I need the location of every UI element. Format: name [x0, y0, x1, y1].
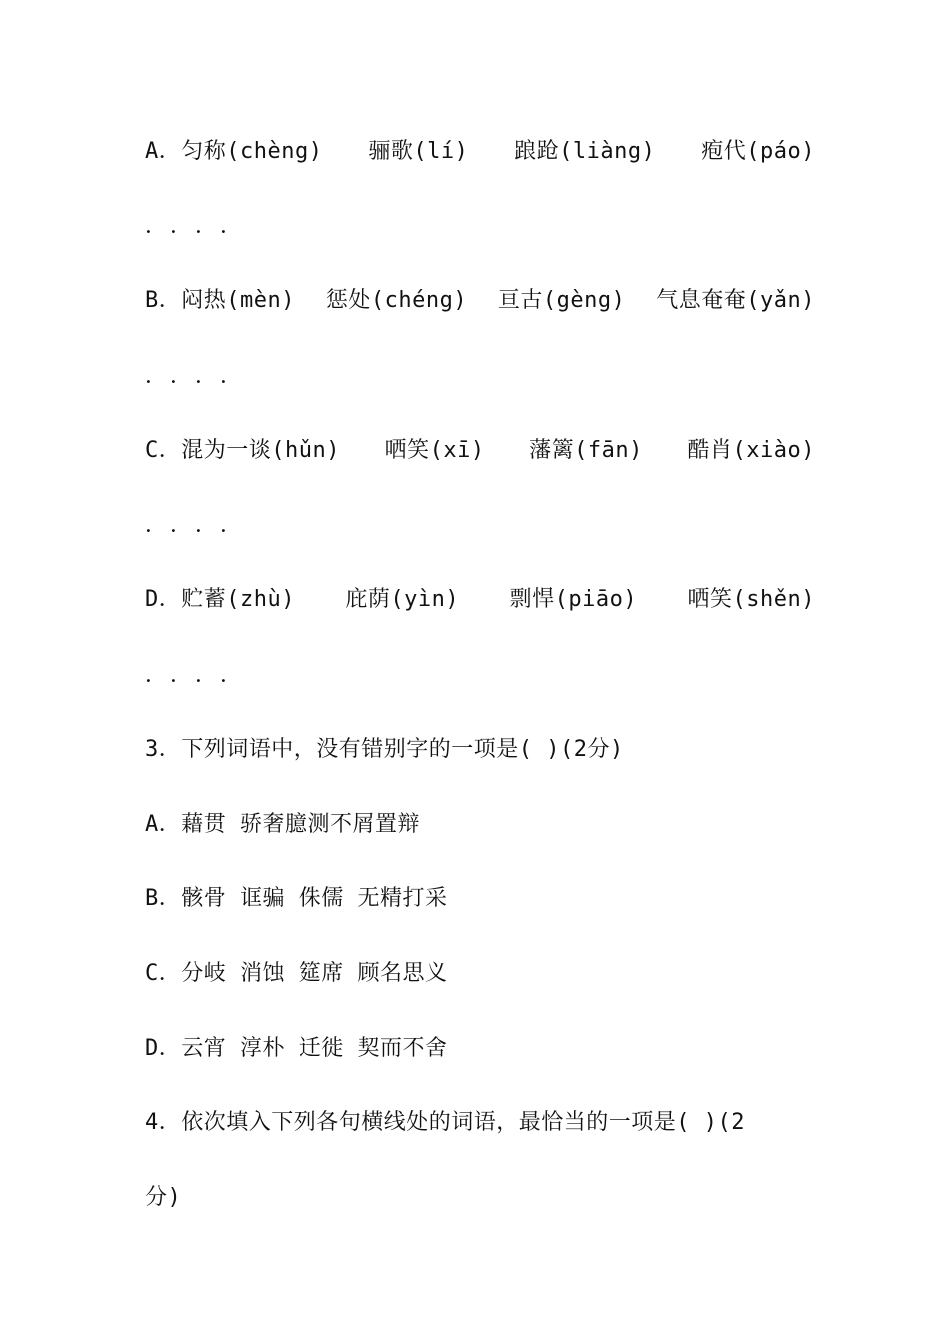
option-item: 藩篱(fān): [529, 438, 643, 463]
option-item: 混为一谈(hǔn): [181, 438, 340, 463]
option-item: 骊歌(lí): [368, 139, 469, 164]
q3-option-c: C．分岐 消蚀 筵席 顾名思义: [145, 961, 448, 986]
q2-option-d: [145, 585, 815, 615]
q3-option-d: D．云宵 淳朴 迁徙 契而不舍: [145, 1036, 448, 1061]
emphasis-dots: ．．．．: [145, 663, 257, 688]
option-item: 亘古(gèng): [497, 288, 626, 313]
option-prefix: A．: [145, 139, 182, 164]
option-item: 哂笑(xī): [384, 438, 485, 463]
option-item: 贮蓄(zhù): [181, 587, 295, 612]
q3-stem: 3．下列词语中，没有错别字的一项是( )(2分): [145, 737, 624, 762]
option-item: 惩处(chéng): [325, 288, 468, 313]
q2-option-c-text: [145, 436, 340, 466]
q2-option-b: [145, 286, 815, 316]
option-prefix: C．: [145, 438, 182, 463]
option-prefix: D．: [145, 587, 182, 612]
q2-option-b-text: [145, 286, 295, 316]
option-item: 酷肖(xiào): [687, 438, 815, 463]
option-item: 疱代(páo): [701, 139, 815, 164]
option-item: 哂笑(shěn): [687, 587, 815, 612]
option-prefix: B．: [145, 288, 182, 313]
q4-stem-line1: 4．依次填入下列各句横线处的词语，最恰当的一项是( )(2: [145, 1110, 745, 1135]
emphasis-dots: ．．．．: [145, 513, 257, 538]
option-item: 庇荫(yìn): [345, 587, 460, 612]
option-item: 踉跄(liàng): [514, 139, 656, 164]
q2-option-d-text: [145, 585, 295, 615]
option-item: 匀称(chèng): [181, 139, 323, 164]
q4-stem-line2: 分): [145, 1185, 182, 1210]
q2-option-a: [145, 137, 815, 167]
q3-option-b: B．骸骨 诓骗 侏儒 无精打采: [145, 886, 448, 911]
option-item: 闷热(mèn): [181, 288, 295, 313]
q3-option-a: A．藉贯 骄奢臆测不屑置辩: [145, 812, 420, 837]
option-item: 气息奄奄(yǎn): [656, 288, 815, 313]
option-item: 剽悍(piāo): [509, 587, 638, 612]
emphasis-dots: ．．．．: [145, 364, 257, 389]
q2-option-a-text: [145, 137, 322, 167]
q2-option-c: [145, 436, 815, 466]
emphasis-dots: ．．．．: [145, 214, 257, 239]
